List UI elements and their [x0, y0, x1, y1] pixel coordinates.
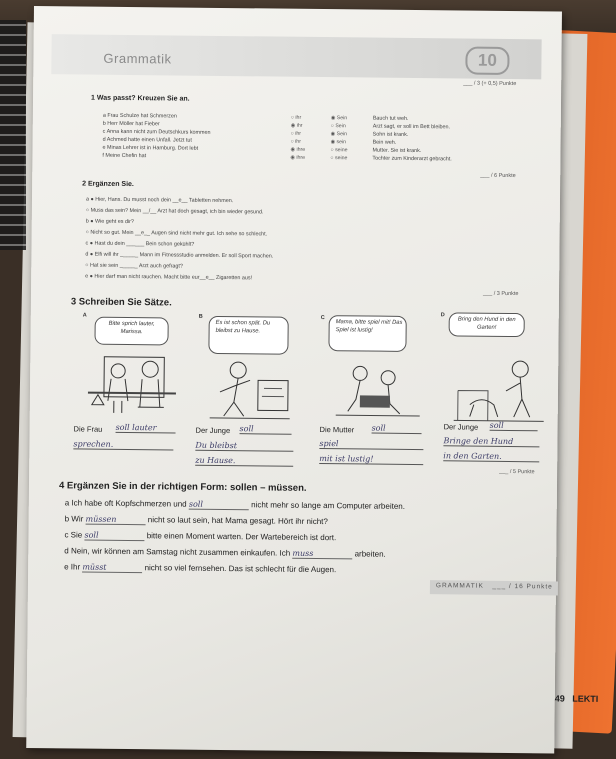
page-number: [555, 693, 599, 703]
ex1-option[interactable]: ◉ Sein: [330, 115, 348, 122]
footer-label: GRAMMATIK: [435, 582, 484, 590]
footer-points: ___ / 16 Punkte: [492, 582, 553, 591]
ex1-item: c Anna kann nicht zum Deutschkurs kommen: [102, 128, 211, 136]
ex4-item-pre: e Ihr: [64, 562, 81, 572]
ex4-item-post: nicht mehr so lange am Computer arbeiten.: [251, 500, 406, 511]
handwritten-answer[interactable]: soll lauter: [116, 423, 176, 434]
handwritten-answer[interactable]: Bringe den Hund: [443, 436, 539, 447]
answer-subject: Der Junge: [443, 422, 479, 432]
ex1-option[interactable]: ○ seine: [330, 147, 348, 154]
ex2-line: b ● Wie geht es dir?: [85, 218, 134, 226]
ex1-option[interactable]: ○ seine: [330, 155, 348, 162]
ex2-line: a ● Hier, Hans. Du musst noch dein __e__ Tabletten nehmen.: [85, 196, 234, 205]
ex1-item: b Herr Möller hat Fieber: [102, 120, 160, 128]
picture-letter: C: [320, 315, 325, 322]
handwritten-answer[interactable]: zu Hause.: [195, 456, 293, 467]
ex1-ending: Bauch tut weh.: [372, 115, 409, 122]
answer-subject: Der Junge: [195, 425, 231, 436]
ex4-item-post: nicht so laut sein, hat Mama gesagt. Hört ihr nicht?: [147, 515, 328, 527]
footer-summary: [436, 582, 553, 590]
answer-subject: Die Frau: [73, 424, 103, 434]
page-title: Grammatik: [103, 50, 172, 67]
ex4-item-pre: b Wir: [64, 514, 84, 524]
ex3-points: ___ / 5 Punkte: [499, 468, 535, 476]
ex2-line: ○ Nicht so gut. Mein __e__ Augen sind nicht mehr gut. Ich sehe so schlecht.: [85, 229, 268, 238]
ex4-item: [64, 546, 386, 559]
illustration-b: [204, 356, 305, 421]
ex4-heading: 4 Ergänzen Sie in der richtigen Form: sollen – müssen.: [58, 480, 307, 494]
ex1-heading: 1 Was passt? Kreuzen Sie an.: [91, 94, 190, 103]
ex1-item: f Meine Chefin hat: [102, 152, 147, 160]
ex4-item: [65, 514, 328, 527]
ex4-answer[interactable]: soll: [84, 531, 144, 542]
ex2-points: ___ / 3 Punkte: [482, 290, 519, 298]
ex1-option[interactable]: ◉ ihre: [290, 146, 306, 153]
ex4-item-post: nicht so viel fernsehen. Das ist schlecht für die Augen.: [144, 563, 337, 575]
speech-bubble: Es ist schon spät. Du bleibst zu Hause.: [208, 316, 288, 355]
ex1-option[interactable]: ○ ihr: [290, 114, 302, 121]
handwritten-answer[interactable]: in den Garten.: [443, 451, 539, 462]
handwritten-answer[interactable]: mit ist lustig!: [319, 454, 423, 465]
ex4-answer[interactable]: muss: [292, 549, 352, 560]
ex1-ending: Tochter zum Kinderarzt gebracht.: [372, 155, 452, 163]
ex1-option[interactable]: ◉ Sein: [330, 131, 348, 138]
ex1-option[interactable]: ○ ihr: [290, 130, 302, 137]
ex1-option[interactable]: ○ Sein: [330, 123, 346, 130]
ex1-item: e Minas Lehrer ist in Hamburg. Dort lebt: [102, 144, 199, 152]
picture-letter: B: [198, 313, 203, 320]
ex4-item-pre: d Nein, wir können am Samstag nicht zusammen einkaufen. Ich: [64, 546, 291, 558]
handwritten-answer[interactable]: Du bleibst: [195, 441, 293, 452]
ex1-ending: Bein weh.: [372, 139, 397, 146]
spiral-binding: [0, 20, 26, 250]
handwritten-answer[interactable]: soll: [372, 424, 422, 435]
ex1-item: d Achmed hatte einen Unfall. Jetzt tut: [102, 136, 192, 144]
ex4-item: [64, 562, 336, 575]
ex2-line: ○ Muss das sein? Mein __/__ Arzt hat doch gesagt, ich bin wieder gesund.: [85, 207, 264, 216]
ex4-answer[interactable]: soll: [189, 500, 249, 511]
lesson-label: LEKTI: [572, 693, 599, 704]
ex2-line: d ● Elfi will ihr ______ Mann im Fitnessstudio anmelden. Er soll Sport machen.: [85, 251, 274, 260]
ex1-ending: Sohn ist krank.: [372, 131, 409, 138]
ex2-line: ○ Hat sie sein ______ Arzt auch gefragt?: [85, 262, 183, 270]
ex1-ending: Arzt sagt, er soll im Bett bleiben.: [372, 123, 451, 131]
ex4-item-pre: a Ich habe oft Kopfschmerzen und: [64, 498, 187, 509]
illustration-c: [330, 359, 431, 422]
speech-bubble: Bitte sprich lauter, Marissa.: [94, 317, 168, 346]
worksheet-page: [26, 6, 599, 753]
ex4-item: [64, 530, 336, 543]
ex4-answer[interactable]: müsst: [82, 563, 142, 574]
speech-bubble: Mama, bitte spiel mit! Das Spiel ist lustig!: [328, 315, 406, 352]
handwritten-answer[interactable]: soll: [240, 424, 292, 435]
ex4-item-post: arbeiten.: [354, 549, 386, 559]
ex1-item: a Frau Schulze hat Schmerzen: [102, 112, 177, 120]
page-number-value: 49: [554, 693, 565, 704]
handwritten-answer[interactable]: soll: [490, 421, 538, 432]
picture-letter: A: [82, 312, 87, 319]
ex1-option[interactable]: ○ ihr: [290, 138, 301, 145]
illustration-d: [450, 350, 551, 423]
ex2-line: e ● Hier darf man nicht rauchen. Macht bitte eur__e__ Zigaretten aus!: [85, 273, 253, 282]
ex2-heading: 2 Ergänzen Sie.: [82, 180, 134, 189]
total-points: ___ / 3 (+ 0,5) Punkte: [463, 80, 517, 88]
ex1-option[interactable]: ◉ sein: [330, 139, 347, 146]
illustration-a: [78, 348, 187, 419]
ex1-option[interactable]: ◉ ihre: [290, 154, 306, 161]
ex4-answer[interactable]: müssen: [85, 515, 145, 526]
ex4-item-post: bitte einen Moment warten. Der Wartebereich ist dort.: [146, 531, 337, 543]
ex3-heading: 3 Schreiben Sie Sätze.: [70, 296, 172, 309]
ex1-option[interactable]: ◉ ihr: [290, 122, 303, 129]
handwritten-answer[interactable]: spiel: [319, 439, 423, 450]
ex1-points: ___ / 6 Punkte: [480, 172, 516, 180]
ex4-item-pre: c Sie: [64, 530, 83, 540]
speech-bubble: Bring den Hund in den Garten!: [449, 312, 525, 337]
answer-subject: Die Mutter: [319, 425, 355, 435]
ex4-item: [65, 498, 405, 512]
chapter-number: 10: [465, 47, 509, 75]
handwritten-answer[interactable]: sprechen.: [73, 439, 173, 450]
ex2-line: c ● Hast du dein ______ Bein schon gekühlt?: [85, 240, 195, 248]
picture-letter: D: [440, 312, 445, 319]
ex1-ending: Mutter. Sie ist krank.: [372, 147, 422, 155]
